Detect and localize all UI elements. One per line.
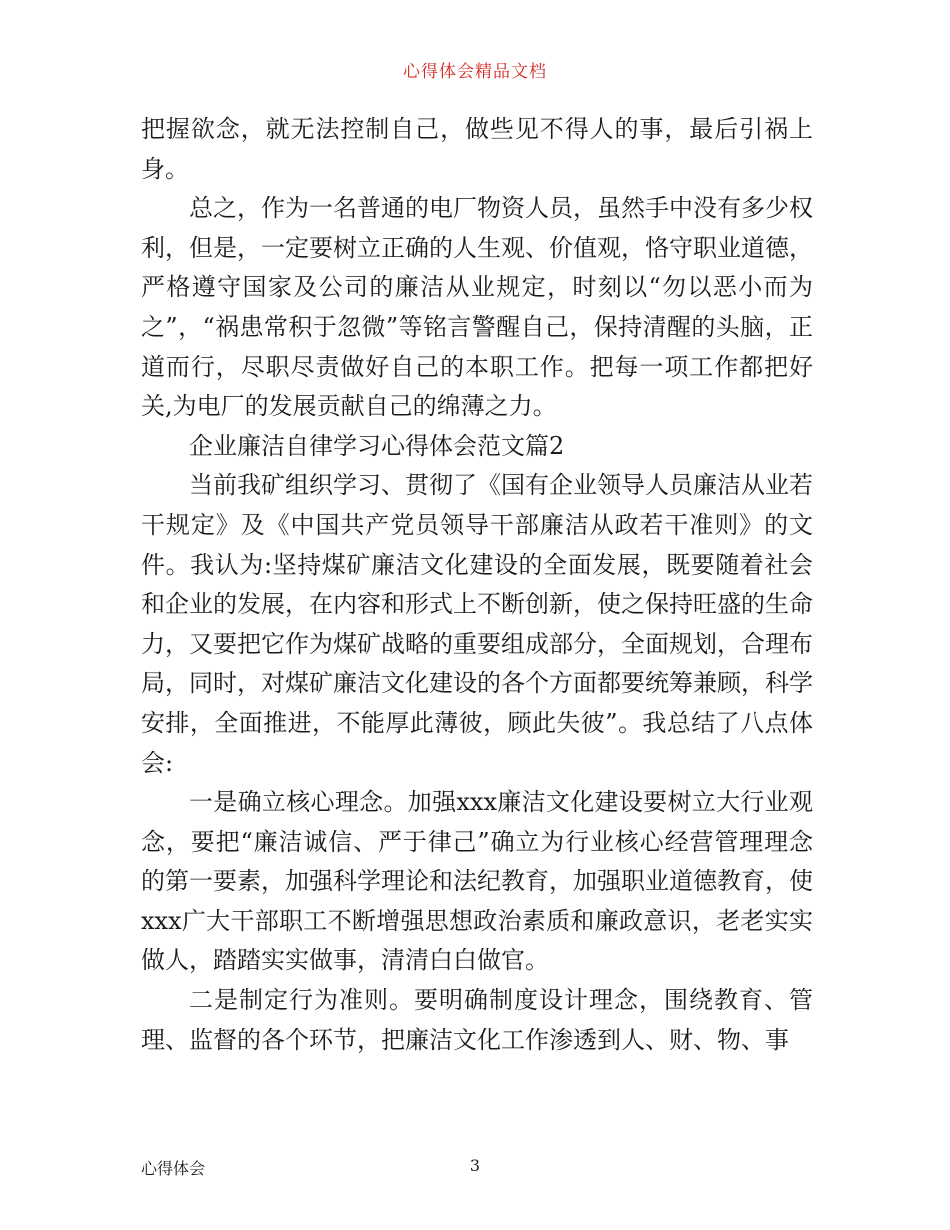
paragraph-point-two: 二是制定行为准则。要明确制度设计理念，围绕教育、管理、监督的各个环节，把廉洁文化工作渗透到人、财、物、事 bbox=[141, 986, 813, 1054]
document-header-title: 心得体会精品文档 bbox=[403, 62, 547, 82]
paragraph-intro: 当前我矿组织学习、贯彻了《国有企业领导人员廉洁从业若干规定》及《中国共产党员领导干部廉洁从政若干准则》的文件。我认为:坚持煤矿廉洁文化建设的全面发展，既要随着社会和企业的发展，在内容和形式上不断创新，使之保持旺盛的生命力，又要把它作为煤矿战略的重要组成部分，全面规划，合理布局，同时，对煤矿廉洁文化建设的各个方面都要统筹兼顾，科学安排，全面推进，不能厚此薄彼，顾此失彼”。我总结了八点体会: bbox=[141, 471, 813, 777]
section-heading: 企业廉洁自律学习心得体会范文篇2 bbox=[189, 431, 565, 460]
paragraph-conclusion: 总之，作为一名普通的电厂物资人员，虽然手中没有多少权利，但是，一定要树立正确的人生观、价值观，恪守职业道德，严格遵守国家及公司的廉洁从业规定，时刻以“勿以恶小而为之”，“祸患常积于忽微”等铭言警醒自己，保持清醒的头脑，正道而行，尽职尽责做好自己的本职工作。把每一项工作都把好关,为电厂的发展贡献自己的绵薄之力。 bbox=[141, 194, 813, 421]
paragraph-point-one: 一是确立核心理念。加强xxx廉洁文化建设要树立大行业观念，要把“廉洁诚信、严于律己”确立为行业核心经营管理理念的第一要素，加强科学理论和法纪教育，加强职业道德教育，使xxx广大干部职工不断增强思想政治素质和廉政意识，老老实实做人，踏踏实实做事，清清白白做官。 bbox=[141, 788, 813, 975]
document-body bbox=[141, 110, 813, 1060]
paragraph-continuation: 把握欲念，就无法控制自己，做些见不得人的事，最后引祸上身。 bbox=[141, 115, 813, 183]
page-number: 3 bbox=[469, 1156, 481, 1175]
footer-label: 心得体会 bbox=[141, 1159, 206, 1178]
